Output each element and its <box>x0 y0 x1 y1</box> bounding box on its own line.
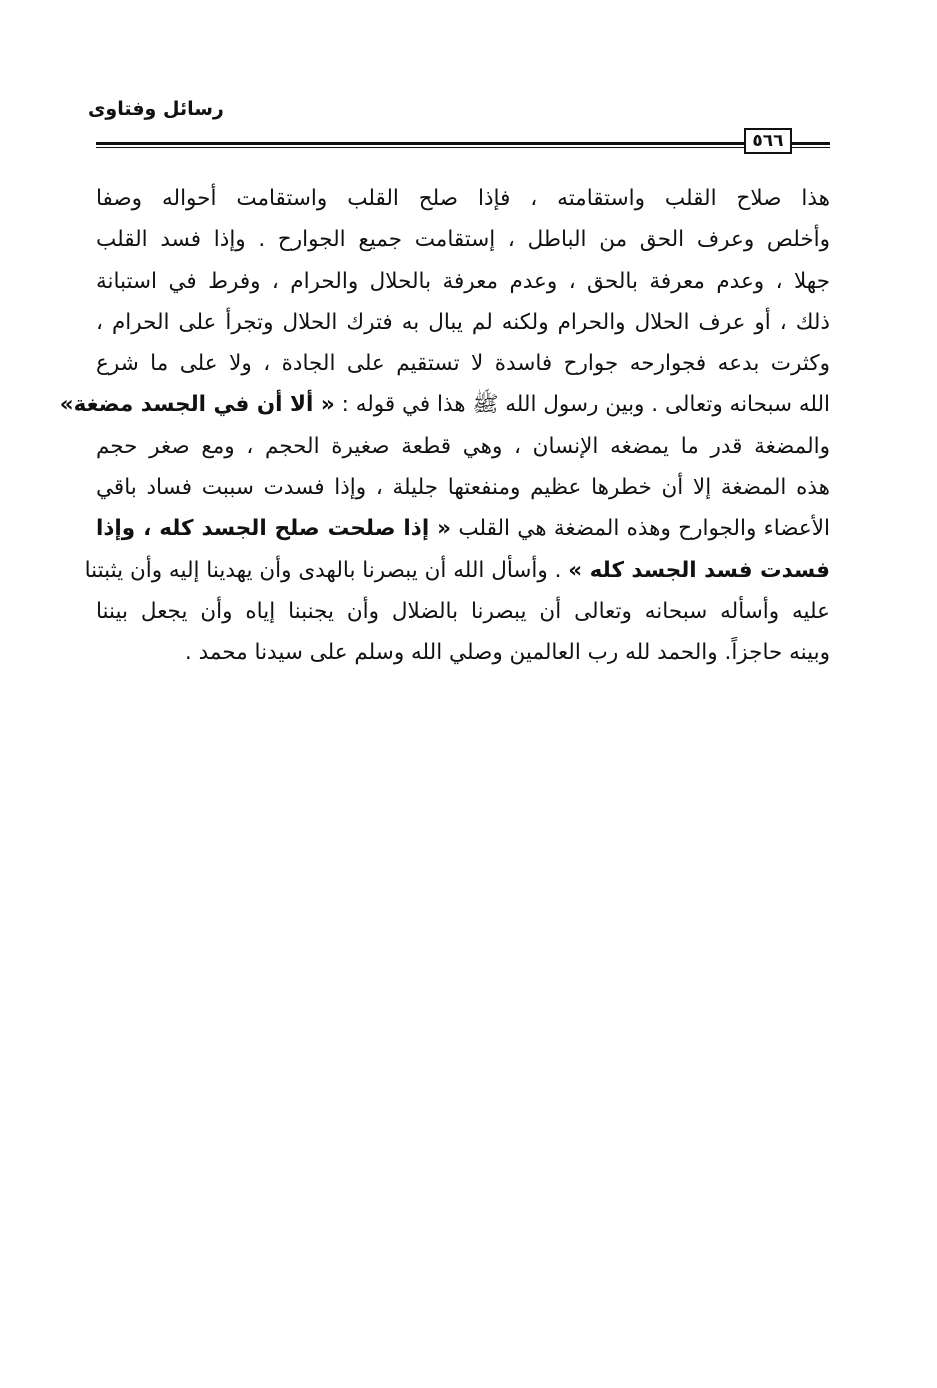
page-number: ٥٦٦ <box>744 128 792 154</box>
text-segment: الله سبحانه وتعالى . وبين رسول الله ﷺ هذا في قوله : <box>334 392 830 418</box>
text-line <box>59 384 830 425</box>
text-segment: وبينه حاجزاً. والحمد لله رب العالمين وصلي الله وسلم على سيدنا محمد . <box>184 640 830 666</box>
text-line <box>96 261 830 302</box>
text-line <box>96 343 830 384</box>
text-segment: والمضغة قدر ما يمضغه الإنسان ، وهي قطعة صغيرة الحجم ، ومع صغر حجم <box>96 433 830 459</box>
header-rule-thick-line <box>96 142 830 145</box>
bold-quote-segment: « ألا أن في الجسد مضغة» <box>59 392 335 418</box>
text-line <box>96 632 830 673</box>
running-title: رسائل وفتاوى <box>88 98 224 120</box>
text-line <box>96 508 830 549</box>
text-line <box>96 426 830 467</box>
text-segment: . وأسأل الله أن يبصرنا بالهدى وأن يهدينا إليه وأن يثبتنا <box>84 557 569 583</box>
bold-quote-segment: فسدت فسد الجسد كله » <box>568 557 830 583</box>
text-line <box>84 550 830 591</box>
text-segment: الأعضاء والجوارح وهذه المضغة هي القلب <box>451 516 831 542</box>
text-segment: ذلك ، أو عرف الحلال والحرام ولكنه لم يبال به فترك الحلال وتجرأ على الحرام ، <box>96 309 830 335</box>
bold-quote-segment: « إذا صلحت صلح الجسد كله ، وإذا <box>96 516 452 542</box>
text-segment: هذا صلاح القلب واستقامته ، فإذا صلح القلب واستقامت أحواله وصفا <box>96 186 830 211</box>
text-segment: وأخلص وعرف الحق من الباطل ، إستقامت جميع الجوارح . وإذا فسد القلب <box>96 227 830 253</box>
text-segment: جهلا ، وعدم معرفة بالحق ، وعدم معرفة بالحلال والحرام ، وفرط في استبانة <box>96 268 830 294</box>
text-segment: هذه المضغة إلا أن خطرها عظيم ومنفعتها جليلة ، وإذا فسدت سببت فساد باقي <box>96 475 830 501</box>
text-segment: عليه وأسأله سبحانه وتعالى أن يبصرنا بالضلال وأن يجنبنا إياه وأن يجعل بيننا <box>96 598 830 624</box>
text-line <box>96 178 830 219</box>
text-line <box>96 302 830 343</box>
text-line <box>96 467 830 508</box>
header-rule <box>96 128 830 154</box>
text-segment: وكثرت بدعه فجوارحه جوارح فاسدة لا تستقيم على الجادة ، ولا على ما شرع <box>96 351 830 377</box>
body-text <box>59 178 831 674</box>
header-rule-thin-line <box>96 147 830 148</box>
text-line <box>96 591 830 632</box>
text-line <box>96 219 830 260</box>
